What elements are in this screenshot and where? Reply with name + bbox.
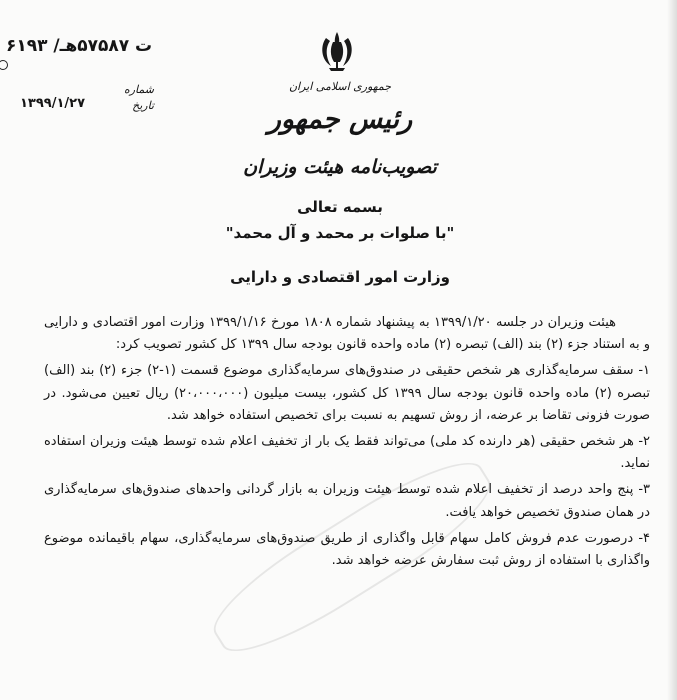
approval-title: تصویب‌نامه هیئت وزیران: [243, 156, 437, 178]
list-item: ۴- درصورت عدم فروش کامل سهام قابل واگذاری از طریق صندوق‌های سرمایه‌گذاری، سهام باقیمانده موضوع واگذاری با استفاده از روش ثبت سفارش عرضه خواهد شد.: [44, 530, 650, 569]
salawat: "با صلوات بر محمد و آل محمد": [225, 224, 455, 242]
president-title: رئیس جمهور: [267, 104, 413, 135]
bismillah: بسمه تعالی: [297, 198, 383, 216]
punch-hole: [0, 60, 8, 70]
list-item: ۲- هر شخص حقیقی (هر دارنده کد ملی) می‌تواند فقط یک بار از تخفیف اعلام شده توسط هیئت وزیران استفاده نماید.: [44, 434, 650, 472]
addressee: وزارت امور اقتصادی و دارایی: [230, 268, 450, 286]
iran-emblem-icon: [317, 30, 357, 72]
date-value: ۱۳۹۹/۱/۲۷: [20, 96, 86, 111]
reference-labels: [108, 82, 154, 114]
number-label: شماره: [123, 83, 154, 96]
reference-number: ۶۱۹۳ /ت ۵۷۵۸۷هـ: [6, 36, 153, 56]
republic-title: جمهوری اسلامی ایران: [288, 80, 392, 93]
list-item: ۳- پنج واحد درصد از تخفیف اعلام شده توسط هیئت وزیران به بازار گردانی واحدهای صندوق‌های سرمایه‌گذاری در همان صندوق تخصیص خواهد یافت.: [44, 482, 650, 520]
page-edge-shadow: [667, 0, 677, 700]
intro-paragraph: هیئت وزیران در جلسه ۱۳۹۹/۱/۲۰ به پیشنهاد شماره ۱۸۰۸ مورخ ۱۳۹۹/۱/۱۶ وزارت امور اقتصادی و دارایی و به استناد جزء (۲) بند (الف) تبصره (۲) ماده واحده قانون بودجه سال ۱۳۹۹ کل کشور تصویب کرد:: [44, 315, 650, 353]
list-item: ۱- سقف سرمایه‌گذاری هر شخص حقیقی در صندوق‌های سرمایه‌گذاری موضوع قسمت (۱-۲) جزء (۲) بند (الف) تبصره (۲) ماده واحده قانون بودجه سال ۱۳۹۹ کل کشور، بیست میلیون (۲۰،۰۰۰،۰۰۰) ریال تعیین می‌شود. در صورت فزونی تقاضا بر عرضه، از روش تسهیم به نسبت برای تخصیص استفاده خواهد شد.: [44, 363, 650, 423]
date-label: تاریخ: [132, 99, 154, 112]
